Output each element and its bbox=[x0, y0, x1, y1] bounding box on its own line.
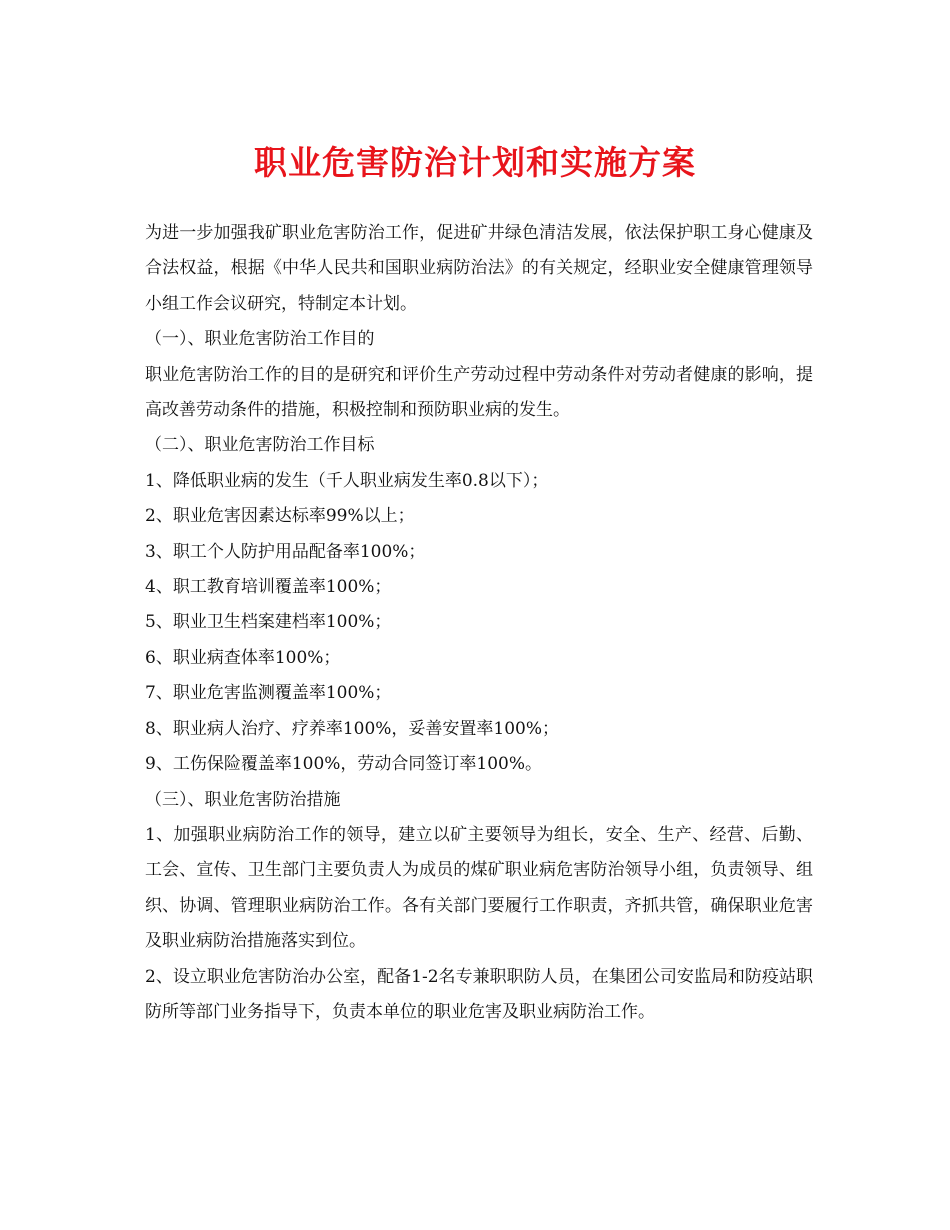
document-title: 职业危害防治计划和实施方案 bbox=[254, 143, 696, 182]
goal-item: 4、职工教育培训覆盖率100%； bbox=[145, 577, 392, 598]
goal-item: 6、职业病查体率100%； bbox=[145, 647, 341, 668]
section-heading-measures: （三）、职业危害防治措施 bbox=[145, 789, 341, 810]
purpose-paragraph: 职业危害防治工作的目的是研究和评价生产劳动过程中劳动条件对劳动者健康的影响，提高改善劳动条件的措施，积极控制和预防职业病的发生。 bbox=[145, 364, 813, 421]
goal-item: 9、工伤保险覆盖率100%，劳动合同签订率100%。 bbox=[145, 754, 543, 775]
section-heading-goals: （二）、职业危害防治工作目标 bbox=[145, 435, 375, 456]
goal-item: 5、职业卫生档案建档率100%； bbox=[145, 612, 392, 633]
goal-item: 1、降低职业病的发生（千人职业病发生率0.8以下）； bbox=[145, 470, 549, 491]
goal-item: 3、职工个人防护用品配备率100%； bbox=[145, 541, 426, 562]
measure-paragraph: 2、设立职业危害防治办公室，配备1-2名专兼职职防人员，在集团公司安监局和防疫站职防所等部门业务指导下，负责本单位的职业危害及职业病防治工作。 bbox=[145, 966, 813, 1022]
document-body bbox=[145, 216, 813, 1030]
goal-item: 8、职业病人治疗、疗养率100%，妥善安置率100%； bbox=[145, 718, 560, 739]
goal-item: 2、职业危害因素达标率99%以上； bbox=[145, 506, 415, 527]
goal-item: 7、职业危害监测覆盖率100%； bbox=[145, 683, 392, 704]
measure-paragraph: 1、加强职业病防治工作的领导，建立以矿主要领导为组长，安全、生产、经营、后勤、工会、宣传、卫生部门主要负责人为成员的煤矿职业病危害防治领导小组，负责领导、组织、协调、管理职业病防治工作。各有关部门要履行工作职责，齐抓共管，确保职业危害及职业病防治措施落实到位。 bbox=[145, 824, 813, 952]
intro-paragraph: 为进一步加强我矿职业危害防治工作，促进矿井绿色清洁发展，依法保护职工身心健康及合法权益，根据《中华人民共和国职业病防治法》的有关规定，经职业安全健康管理领导小组工作会议研究，特制定本计划。 bbox=[145, 223, 813, 314]
section-heading-purpose: （一）、职业危害防治工作目的 bbox=[145, 329, 375, 350]
